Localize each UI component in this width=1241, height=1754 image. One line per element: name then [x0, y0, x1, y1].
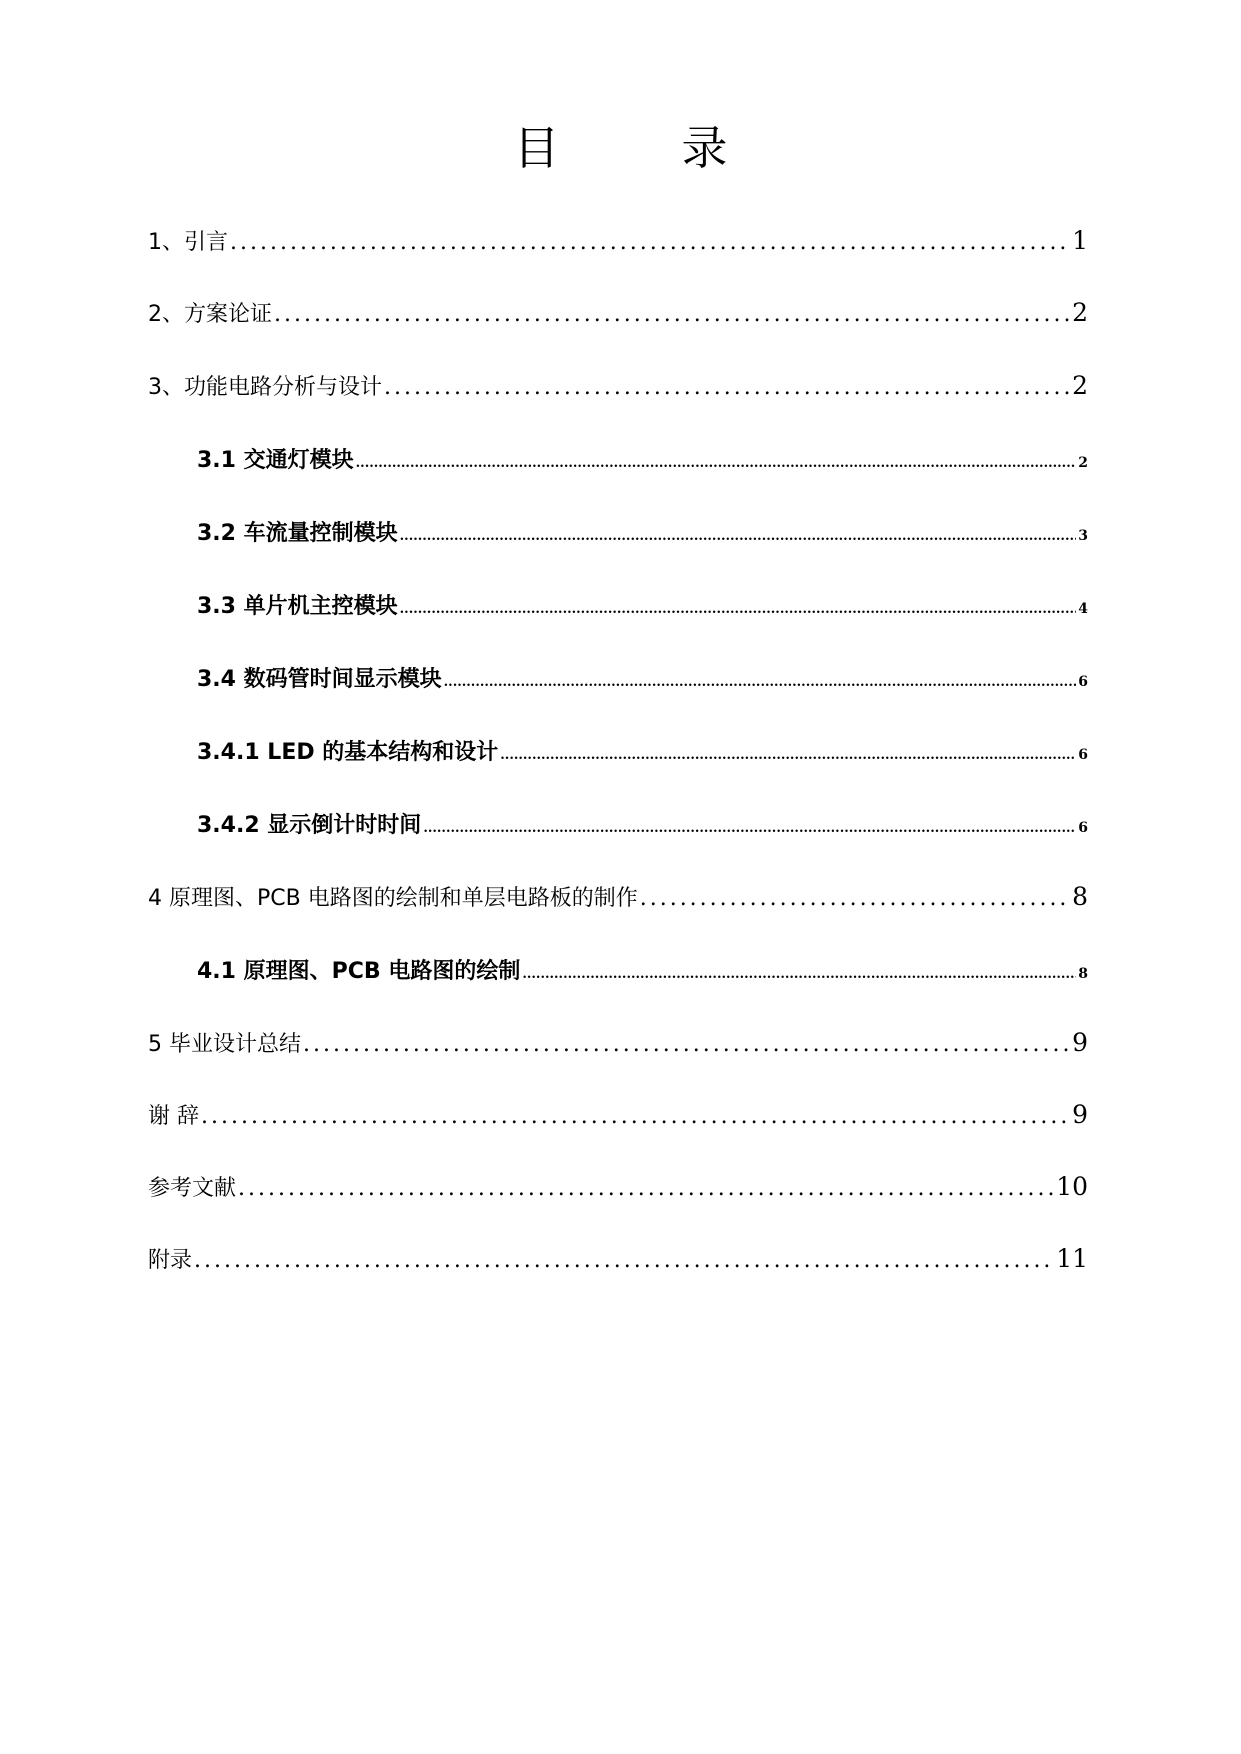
toc-entry-led-structure[interactable]	[197, 735, 1088, 767]
toc-entry-label: 3.4.1 LED 的基本结构和设计	[197, 740, 499, 765]
toc-entry-scheme[interactable]	[148, 297, 1088, 329]
toc-page-number: 2	[1078, 455, 1088, 471]
dot-leader	[400, 529, 1077, 544]
dot-leader	[230, 230, 1070, 255]
toc-page-number: 1	[1072, 226, 1088, 255]
dot-leader	[423, 821, 1076, 836]
toc-page-number: 10	[1056, 1172, 1088, 1201]
toc-page-number: 2	[1072, 298, 1088, 327]
dot-leader	[500, 748, 1076, 763]
toc-page-number: 9	[1072, 1028, 1088, 1057]
toc-entry-label: 谢 辞	[148, 1104, 199, 1129]
toc-entry-label: 3.3 单片机主控模块	[197, 594, 398, 619]
toc-entry-label: 3.2 车流量控制模块	[197, 521, 398, 546]
toc-entry-label: 3.4.2 显示倒计时时间	[197, 813, 422, 838]
dot-leader	[444, 675, 1077, 690]
dot-leader	[640, 886, 1070, 911]
toc-page-number: 4	[1078, 601, 1088, 617]
toc-entry-label: 3、功能电路分析与设计	[148, 375, 382, 400]
toc-entry-schematic-pcb[interactable]	[148, 881, 1088, 913]
dot-leader	[356, 456, 1077, 471]
toc-page-number: 6	[1078, 747, 1088, 763]
toc-entry-traffic-light-module[interactable]	[197, 443, 1088, 475]
toc-entry-traffic-flow-module[interactable]	[197, 516, 1088, 548]
toc-page-number: 8	[1078, 966, 1088, 982]
toc-entry-label: 4 原理图、PCB 电路图的绘制和单层电路板的制作	[148, 886, 638, 911]
toc-entry-mcu-module[interactable]	[197, 589, 1088, 621]
dot-leader	[201, 1104, 1070, 1129]
toc-entry-label: 附录	[148, 1248, 193, 1273]
toc-entry-label: 3.1 交通灯模块	[197, 448, 354, 473]
toc-entry-circuit-design[interactable]	[148, 370, 1088, 402]
toc-entry-digital-tube-module[interactable]	[197, 662, 1088, 694]
toc-entry-label: 参考文献	[148, 1176, 237, 1201]
dot-leader	[274, 302, 1070, 327]
toc-entry-countdown-display[interactable]	[197, 808, 1088, 840]
toc-entry-label: 4.1 原理图、PCB 电路图的绘制	[197, 959, 521, 984]
toc-page-number: 6	[1078, 820, 1088, 836]
toc-page-number: 3	[1078, 528, 1088, 544]
toc-entry-summary[interactable]	[148, 1027, 1088, 1059]
toc-entry-label: 5 毕业设计总结	[148, 1032, 301, 1057]
toc-entry-references[interactable]	[148, 1171, 1088, 1203]
toc-entry-label: 2、方案论证	[148, 302, 272, 327]
toc-entry-introduction[interactable]	[148, 225, 1088, 257]
dot-leader	[238, 1176, 1054, 1201]
dot-leader	[522, 967, 1076, 982]
dot-leader	[303, 1032, 1070, 1057]
toc-page-number: 2	[1072, 371, 1088, 400]
toc-page-number: 11	[1056, 1244, 1088, 1273]
toc-page-number: 8	[1072, 882, 1088, 911]
toc-entry-schematic-drawing[interactable]	[197, 954, 1088, 986]
page-title: 目 录	[513, 121, 766, 175]
dot-leader	[400, 602, 1077, 617]
toc-entry-label: 3.4 数码管时间显示模块	[197, 667, 442, 692]
toc-entry-label: 1、引言	[148, 230, 228, 255]
toc-page-number: 9	[1072, 1100, 1088, 1129]
toc-page-number: 6	[1078, 674, 1088, 690]
toc-entry-acknowledgements[interactable]	[148, 1099, 1088, 1131]
dot-leader	[384, 375, 1070, 400]
dot-leader	[194, 1248, 1054, 1273]
toc-entry-appendix[interactable]	[148, 1243, 1088, 1275]
